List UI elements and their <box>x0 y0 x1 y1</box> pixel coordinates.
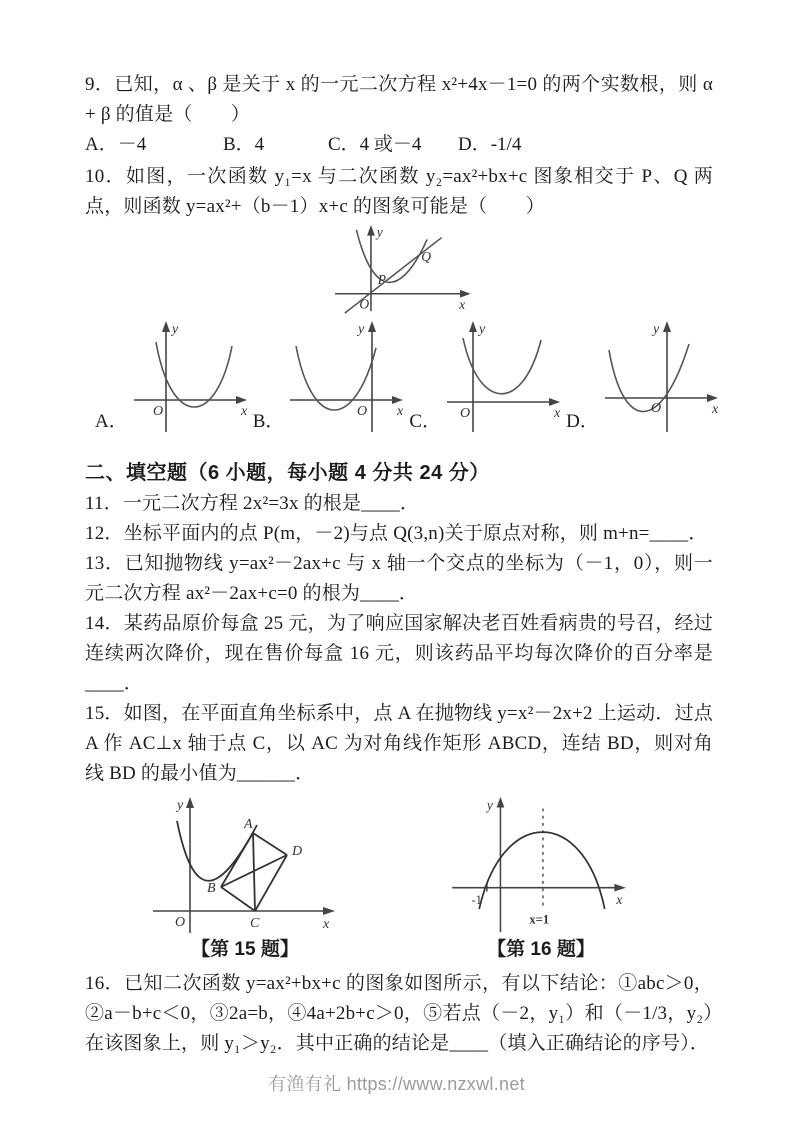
axis-label-y: y <box>177 798 184 813</box>
point-c-label: C <box>250 916 260 931</box>
figure-15-caption: 【第 15 题】 <box>191 939 299 960</box>
origin-label: O <box>650 401 661 416</box>
q9-option-c: C．4 或－4 <box>328 134 422 155</box>
axis-label-x: x <box>240 404 247 419</box>
parabola-curve <box>463 338 541 394</box>
question-15-text: 15．如图，在平面直角坐标系中，点 A 在抛物线 y=x²－2x+2 上运动．过点 A 作 AC⊥x 轴于点 C，以 AC 为对角线作矩形 ABCD，连结 BD，则对角线 BD 的最小值为______． <box>85 703 713 784</box>
parabola-curve <box>156 342 232 407</box>
q10-choice-c <box>409 320 566 435</box>
question-12-text: 12．坐标平面内的点 P(m，－2)与点 Q(3,n)关于原点对称，则 m+n=____． <box>85 523 708 544</box>
origin-label: O <box>152 404 163 419</box>
q10-choice-b <box>253 320 410 435</box>
q9-option-b: B．4 <box>223 134 265 155</box>
choice-c-label: C． <box>409 411 442 432</box>
point-b-label: B <box>207 881 216 896</box>
question-11-text: 11．一元二次方程 2x²=3x 的根是____． <box>85 493 420 514</box>
q10-main-figure <box>325 224 713 316</box>
axis-label-y: y <box>479 322 486 337</box>
symmetry-axis-label: x=1 <box>529 912 550 927</box>
parabola-curve <box>356 230 427 283</box>
q10-choice-d <box>566 320 724 435</box>
axis-label-x: x <box>397 404 404 419</box>
point-a-label: A <box>244 817 253 832</box>
q9-option-a: A．－4 <box>85 134 147 155</box>
axis-label-y: y <box>486 797 493 813</box>
axis-label-x: x <box>323 917 330 932</box>
y-axis-arrow <box>367 225 375 236</box>
question-16-text: 16．已知二次函数 y=ax²+bx+c 的图象如图所示，有以下结论：①abc＞0，②a－b+c＜0，③2a=b，④4a+2b+c＞0，⑤若点（－2，y₁）和（－1/3，y₂）在该图象上，则 y₁＞y₂．其中正确的结论是____（填入正确结论的序号）． <box>85 973 713 1054</box>
choice-a-label: A． <box>95 411 128 432</box>
choice-d-label: D． <box>566 411 599 432</box>
q10-option-graph-b <box>284 320 409 435</box>
figure-16-caption: 【第 16 题】 <box>487 939 595 960</box>
axis-label-y: y <box>376 224 383 240</box>
choice-b-label: B． <box>252 411 285 432</box>
parabola-curve <box>609 344 689 412</box>
axis-label-y: y <box>358 322 365 337</box>
q10-option-graph-c <box>441 320 566 435</box>
section-2-heading: 二、填空题（6 小题，每小题 4 分共 24 分） <box>85 462 490 484</box>
axis-label-x: x <box>459 297 466 313</box>
q10-option-graph-d <box>599 320 724 435</box>
neg-one-label: -1 <box>471 893 482 908</box>
watermark-footer: 有渔有礼 https://www.nzxwl.net <box>268 1074 525 1094</box>
origin-label: O <box>460 406 471 421</box>
q10-choice-figures <box>95 320 719 435</box>
origin-label: O <box>357 404 368 419</box>
q10-choice-a <box>95 320 253 435</box>
question-9-options <box>85 130 713 160</box>
question-10-text: 10．如图，一次函数 y₁=x 与二次函数 y₂=ax²+bx+c 图象相交于 P、Q 两点，则函数 y=ax²+（b－1）x+c 的图象可能是（ ） <box>85 166 713 217</box>
point-d-label: D <box>292 844 303 859</box>
figures-row <box>145 795 713 963</box>
question-9-text: 9．已知，α 、β 是关于 x 的一元二次方程 x²+4x－1=0 的两个实数根，则 α + β 的值是（ ） <box>85 74 713 125</box>
question-14-text: 14．某药品原价每盒 25 元，为了响应国家解决老百姓看病贵的号召，经过连续两次降价，现在售价每盒 16 元，则该药品平均每次降价的百分率是____． <box>85 613 713 694</box>
axis-label-x: x <box>554 406 561 421</box>
figure-15 <box>145 795 345 963</box>
point-p-label: P <box>377 272 387 288</box>
question-13-text: 13．已知抛物线 y=ax²－2ax+c 与 x 轴一个交点的坐标为（－1，0），则一元二次方程 ax²－2ax+c=0 的根为____． <box>85 553 713 604</box>
q9-option-d: D．-1/4 <box>458 134 522 155</box>
origin-label: O <box>175 915 186 930</box>
q10-option-graph-a <box>128 320 253 435</box>
axis-label-x: x <box>616 892 623 908</box>
figure-16 <box>441 795 641 963</box>
rectangle-abcd <box>221 833 287 911</box>
point-q-label: Q <box>421 248 432 264</box>
origin-label: O <box>359 296 370 312</box>
q10-main-graph <box>325 224 475 316</box>
axis-label-y: y <box>171 322 178 337</box>
q16-figure-graph <box>441 795 641 935</box>
axis-label-y: y <box>652 322 660 337</box>
axis-label-x: x <box>711 402 719 417</box>
q15-figure-graph <box>145 795 345 935</box>
